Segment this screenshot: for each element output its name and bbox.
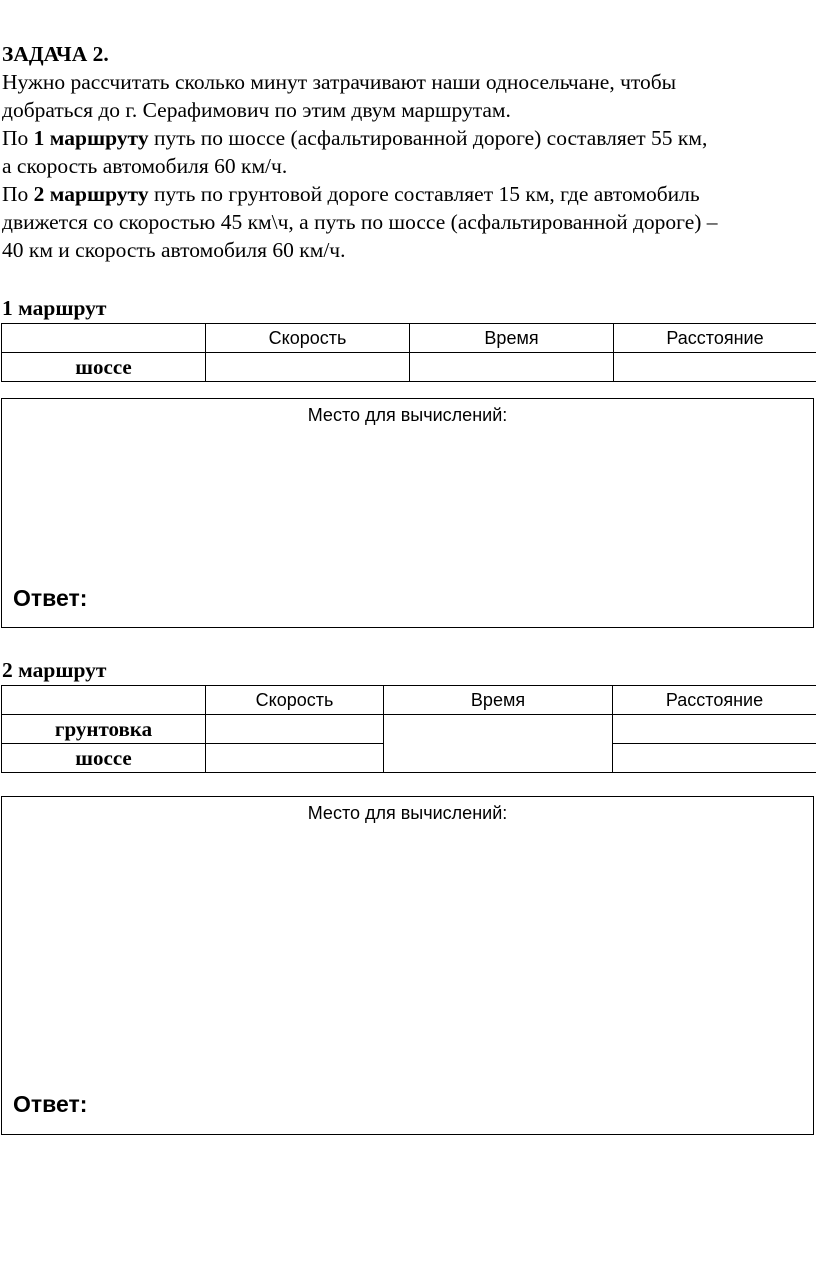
route2-time-cell[interactable] (384, 715, 613, 773)
intro-line-1: Нужно рассчитать сколько минут затрачивают наши односельчане, чтобы (2, 70, 677, 94)
route1-time-cell[interactable] (410, 353, 614, 382)
route2-header-corner (2, 686, 206, 715)
route2-description (2, 180, 816, 208)
route1-calc-label: Место для вычислений: (307, 405, 508, 425)
route2-highway-speed-cell[interactable] (206, 744, 384, 773)
route1-line-2: а скорость автомобиля 60 км/ч. (2, 154, 288, 178)
route2-line-3: 40 км и скорость автомобиля 60 км/ч. (2, 238, 346, 262)
route1-distance-cell[interactable] (614, 353, 816, 382)
route2-heading: 2 маршрут (2, 658, 107, 682)
route1-description (2, 124, 816, 152)
route2-header-time: Время (384, 686, 613, 715)
route2-row-label-dirt: грунтовка (2, 715, 206, 744)
route2-calc-box[interactable] (1, 796, 814, 1135)
route1-header-time: Время (410, 324, 614, 353)
route1-prefix: По (2, 126, 34, 150)
route2-row-dirt (2, 715, 816, 744)
route2-dirt-speed-cell[interactable] (206, 715, 384, 744)
route1-heading: 1 маршрут (2, 296, 107, 320)
route1-row-highway (2, 353, 816, 382)
route2-table (1, 685, 816, 773)
route2-bold-label: 2 маршруту (33, 182, 149, 206)
route2-highway-distance-cell[interactable] (613, 744, 816, 773)
route1-table (1, 323, 816, 382)
route2-header-row (2, 686, 816, 715)
route1-header-row (2, 324, 816, 353)
route1-calc-box[interactable] (1, 398, 814, 628)
route1-header-distance: Расстояние (614, 324, 816, 353)
route2-calc-label: Место для вычислений: (307, 803, 508, 823)
route2-row-label-highway: шоссе (2, 744, 206, 773)
route1-speed-cell[interactable] (206, 353, 410, 382)
route2-answer-label: Ответ: (13, 1091, 88, 1117)
route1-header-corner (2, 324, 206, 353)
task-title: ЗАДАЧА 2. (2, 42, 109, 66)
route2-rest: путь по грунтовой дороге составляет 15 км, где автомобиль (148, 182, 700, 206)
route2-header-speed: Скорость (206, 686, 384, 715)
intro-line-2: добраться до г. Серафимович по этим двум маршрутам. (2, 98, 511, 122)
route2-line-2: движется со скоростью 45 км\ч, а путь по шоссе (асфальтированной дороге) – (2, 210, 718, 234)
route1-bold-label: 1 маршруту (33, 126, 149, 150)
route1-rest: путь по шоссе (асфальтированной дороге) составляет 55 км, (148, 126, 708, 150)
route1-header-speed: Скорость (206, 324, 410, 353)
route1-answer-label: Ответ: (13, 585, 88, 611)
route2-header-distance: Расстояние (613, 686, 816, 715)
route1-row-label: шоссе (2, 353, 206, 382)
route2-prefix: По (2, 182, 34, 206)
route2-dirt-distance-cell[interactable] (613, 715, 816, 744)
